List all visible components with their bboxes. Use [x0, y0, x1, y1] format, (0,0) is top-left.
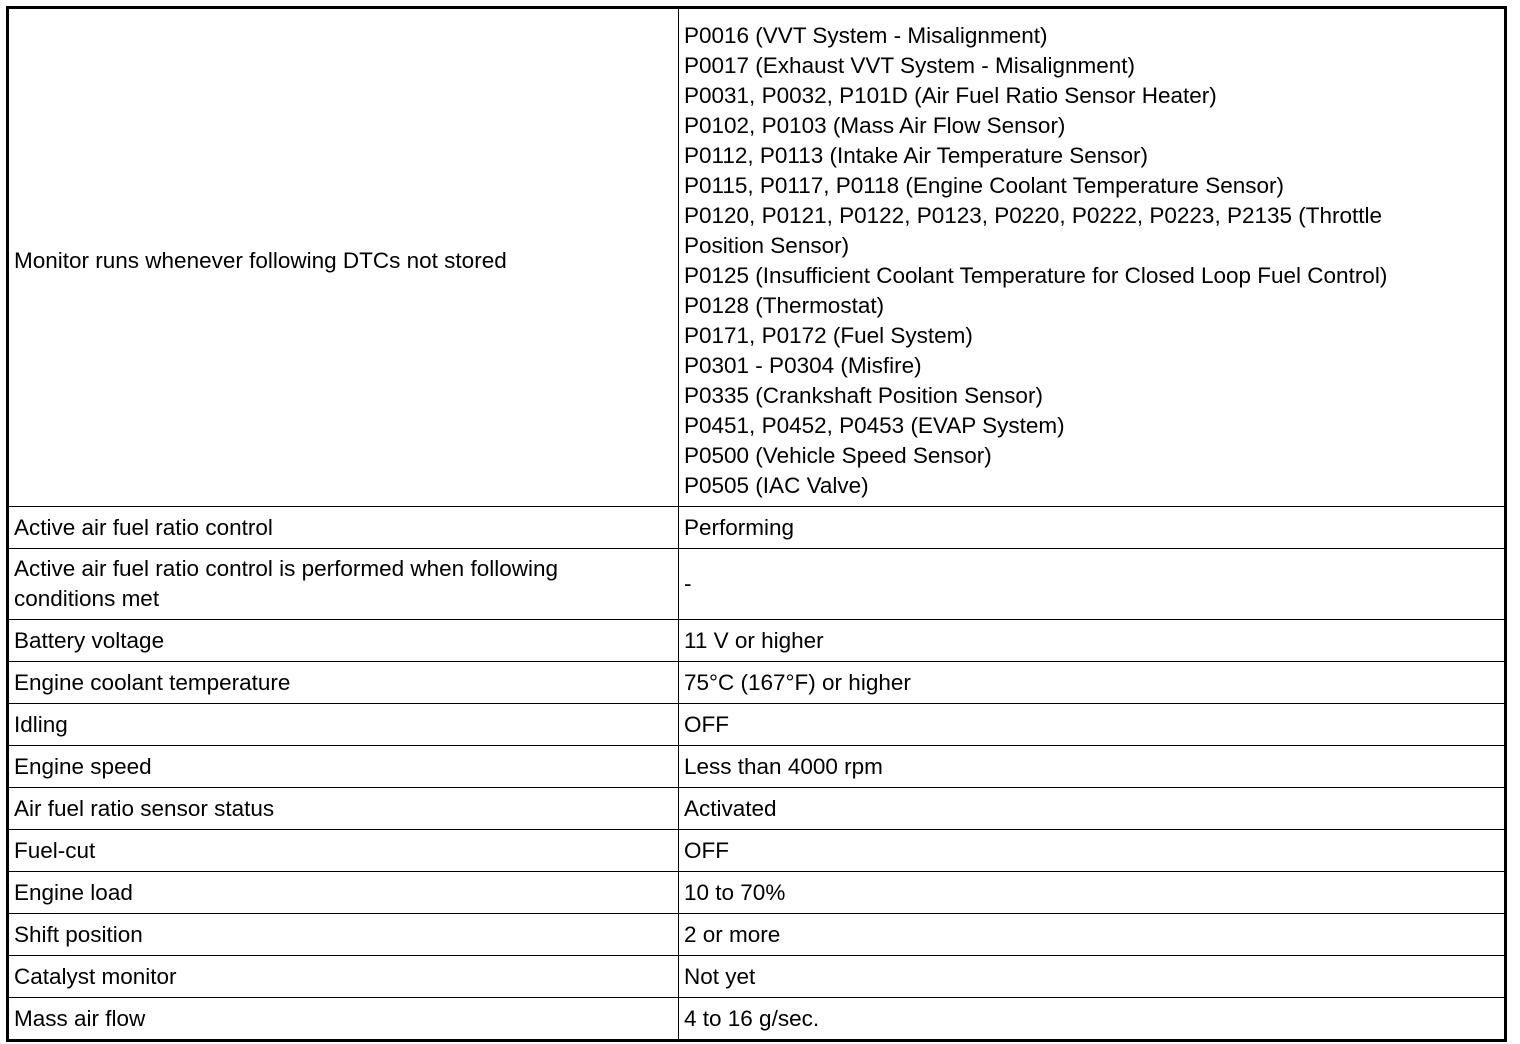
dtc-item: P0115, P0117, P0118 (Engine Coolant Temperature Sensor) [684, 173, 1284, 198]
dtc-item: P0451, P0452, P0453 (EVAP System) [684, 413, 1065, 438]
dtc-item: P0128 (Thermostat) [684, 293, 885, 318]
row-value: - [679, 549, 1506, 620]
dtc-item: P0016 (VVT System - Misalignment) [684, 23, 1048, 48]
row-label [8, 549, 679, 620]
row-label: Battery voltage [8, 620, 679, 662]
table-row [8, 872, 1506, 914]
dtc-item: P0031, P0032, P101D (Air Fuel Ratio Sensor Heater) [684, 83, 1217, 108]
dtc-item: Position Sensor) [684, 233, 850, 258]
row-value: 75°C (167°F) or higher [679, 662, 1506, 704]
table-row [8, 746, 1506, 788]
row-value: Less than 4000 rpm [679, 746, 1506, 788]
table-row [8, 998, 1506, 1041]
row-label: Shift position [8, 914, 679, 956]
row-label: Idling [8, 704, 679, 746]
table-row [8, 662, 1506, 704]
table-row [8, 507, 1506, 549]
dtc-item: P0335 (Crankshaft Position Sensor) [684, 383, 1043, 408]
table-row [8, 914, 1506, 956]
row-value: 11 V or higher [679, 620, 1506, 662]
row-label: Active air fuel ratio control [8, 507, 679, 549]
table-row [8, 788, 1506, 830]
dtc-item: P0017 (Exhaust VVT System - Misalignment) [684, 53, 1136, 78]
row-label-dtc-condition: Monitor runs whenever following DTCs not stored [8, 8, 679, 507]
dtc-item: P0125 (Insufficient Coolant Temperature for Closed Loop Fuel Control) [684, 263, 1388, 288]
row-label: Engine load [8, 872, 679, 914]
row-label-line: Active air fuel ratio control is performed when following [14, 556, 558, 581]
dtc-item: P0505 (IAC Valve) [684, 473, 869, 498]
row-value: OFF [679, 830, 1506, 872]
table-row [8, 8, 1506, 507]
table-row [8, 830, 1506, 872]
row-label-line: conditions met [14, 586, 160, 611]
row-value: Activated [679, 788, 1506, 830]
row-label: Fuel-cut [8, 830, 679, 872]
monitor-conditions-table [6, 6, 1507, 1042]
row-value: 2 or more [679, 914, 1506, 956]
row-label: Engine speed [8, 746, 679, 788]
dtc-item: P0120, P0121, P0122, P0123, P0220, P0222, P0223, P2135 (Throttle [684, 203, 1383, 228]
dtc-item: P0301 - P0304 (Misfire) [684, 353, 922, 378]
table-row [8, 704, 1506, 746]
dtc-item: P0171, P0172 (Fuel System) [684, 323, 973, 348]
dtc-item: P0112, P0113 (Intake Air Temperature Sensor) [684, 143, 1149, 168]
dtc-list [679, 8, 1506, 507]
row-value: Not yet [679, 956, 1506, 998]
table-row [8, 549, 1506, 620]
dtc-item: P0102, P0103 (Mass Air Flow Sensor) [684, 113, 1066, 138]
row-value: Performing [679, 507, 1506, 549]
row-label: Engine coolant temperature [8, 662, 679, 704]
dtc-item: P0500 (Vehicle Speed Sensor) [684, 443, 992, 468]
row-value: 4 to 16 g/sec. [679, 998, 1506, 1041]
row-label: Air fuel ratio sensor status [8, 788, 679, 830]
row-value: 10 to 70% [679, 872, 1506, 914]
table-row [8, 620, 1506, 662]
row-label: Catalyst monitor [8, 956, 679, 998]
row-label: Mass air flow [8, 998, 679, 1041]
table-row [8, 956, 1506, 998]
row-value: OFF [679, 704, 1506, 746]
